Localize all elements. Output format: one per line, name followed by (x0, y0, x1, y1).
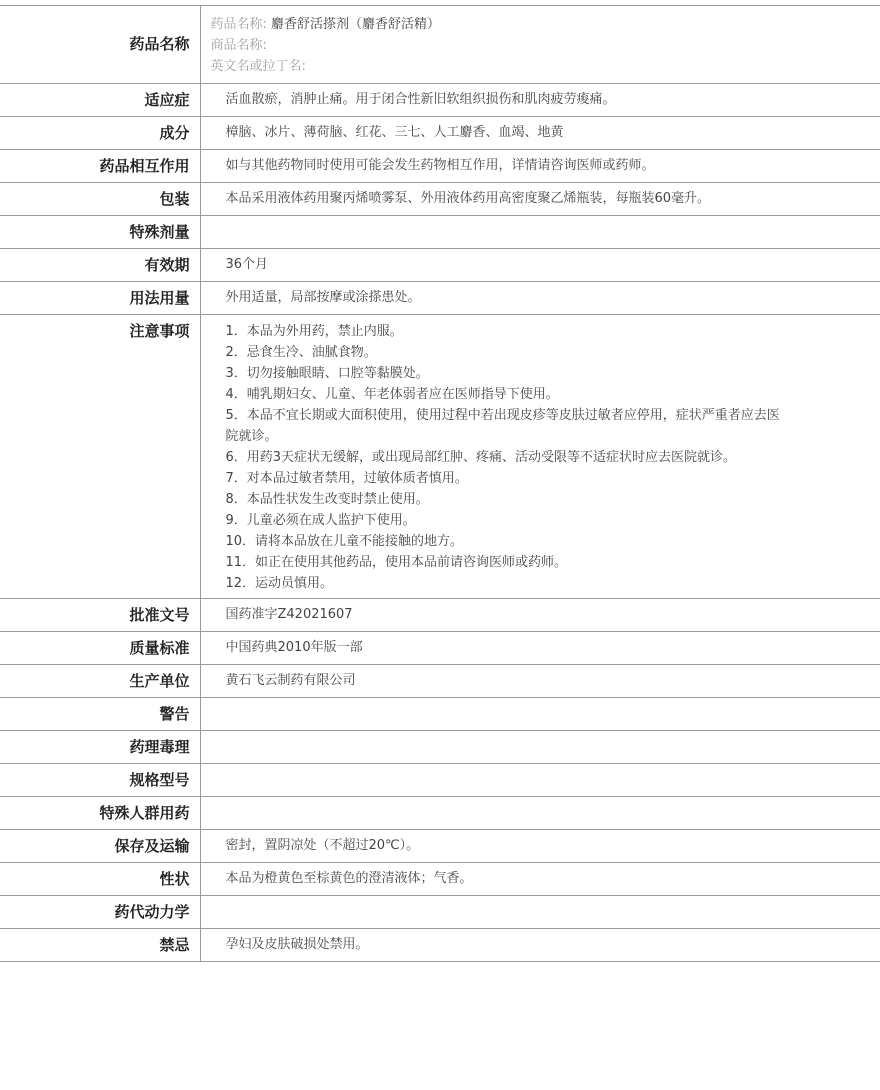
row-manufacturer (0, 665, 880, 698)
row-special-dosage (0, 216, 880, 249)
row-interactions (0, 150, 880, 183)
drug-name-cell (200, 6, 880, 84)
row-label: 质量标准 (0, 632, 200, 665)
english-name-line (211, 56, 871, 77)
row-specification (0, 764, 880, 797)
row-value: 36个月 (225, 257, 269, 272)
english-name-label: 英文名或拉丁名: (210, 59, 306, 74)
row-value: 如与其他药物同时使用可能会发生药物相互作用，详情请咨询医师或药师。 (225, 158, 655, 173)
row-label: 注意事项 (0, 315, 200, 599)
trade-name-label: 商品名称: (210, 38, 267, 53)
row-pharmacology (0, 731, 880, 764)
drug-name-row (0, 6, 880, 84)
row-label: 警告 (0, 698, 200, 731)
list-item: 9．儿童必须在成人监护下使用。 (225, 513, 416, 528)
row-label: 生产单位 (0, 665, 200, 698)
generic-name-label: 药品名称: (210, 17, 267, 32)
row-value: 黄石飞云制药有限公司 (225, 673, 356, 688)
list-item: 6．用药3天症状无缓解，或出现局部红肿、疼痛、活动受限等不适症状时应去医院就诊。 (225, 450, 737, 465)
row-dosage (0, 282, 880, 315)
row-value (200, 731, 880, 764)
row-label: 药品相互作用 (0, 150, 200, 183)
row-packaging (0, 183, 880, 216)
row-value (200, 896, 880, 929)
row-description (0, 863, 880, 896)
row-warning (0, 698, 880, 731)
row-value: 樟脑、冰片、薄荷脑、红花、三七、人工麝香、血竭、地黄 (225, 125, 564, 140)
row-value: 国药准字Z42021607 (225, 607, 353, 622)
row-label: 成分 (0, 117, 200, 150)
list-item: 10．请将本品放在儿童不能接触的地方。 (225, 534, 464, 549)
list-item: 8．本品性状发生改变时禁止使用。 (225, 492, 429, 507)
row-label: 特殊剂量 (0, 216, 200, 249)
row-value (200, 797, 880, 830)
list-item: 1．本品为外用药，禁止内服。 (225, 324, 403, 339)
row-value (200, 315, 880, 599)
generic-name-value: 麝香舒活搽剂（麝香舒活精） (271, 17, 441, 32)
row-value: 本品为橙黄色至棕黄色的澄清液体；气香。 (225, 871, 473, 886)
list-item: 2．忌食生冷、油腻食物。 (225, 345, 377, 360)
row-label: 禁忌 (0, 929, 200, 962)
list-item: 7．对本品过敏者禁用，过敏体质者慎用。 (225, 471, 468, 486)
row-approval-number (0, 599, 880, 632)
row-shelf-life (0, 249, 880, 282)
row-precautions (0, 315, 880, 599)
list-item: 12．运动员慎用。 (225, 576, 334, 591)
row-value: 活血散瘀，消肿止痛。用于闭合性新旧软组织损伤和肌肉疲劳痠痛。 (225, 92, 616, 107)
generic-name-line (211, 14, 871, 35)
row-label: 用法用量 (0, 282, 200, 315)
row-label: 药理毒理 (0, 731, 200, 764)
row-label: 规格型号 (0, 764, 200, 797)
row-pharmacokinetics (0, 896, 880, 929)
row-label: 包装 (0, 183, 200, 216)
row-contraindications (0, 929, 880, 962)
row-label: 药代动力学 (0, 896, 200, 929)
drug-name-header: 药品名称 (0, 6, 200, 84)
row-value: 外用适量，局部按摩或涂搽患处。 (225, 290, 421, 305)
row-quality-standard (0, 632, 880, 665)
list-item: 11．如正在使用其他药品，使用本品前请咨询医师或药师。 (225, 555, 568, 570)
row-value: 孕妇及皮肤破损处禁用。 (225, 937, 369, 952)
list-item: 5．本品不宜长期或大面积使用，使用过程中若出现皮疹等皮肤过敏者应停用，症状严重者应去医院就诊。 (225, 408, 780, 444)
row-value: 中国药典2010年版一部 (225, 640, 363, 655)
trade-name-line (211, 35, 871, 56)
row-value: 本品采用液体药用聚丙烯喷雾泵、外用液体药用高密度聚乙烯瓶装，每瓶装60毫升。 (225, 191, 711, 206)
drug-info-sheet (0, 5, 880, 962)
row-label: 性状 (0, 863, 200, 896)
row-indications (0, 84, 880, 117)
row-special-populations (0, 797, 880, 830)
row-label: 有效期 (0, 249, 200, 282)
row-label: 特殊人群用药 (0, 797, 200, 830)
row-label: 保存及运输 (0, 830, 200, 863)
row-storage (0, 830, 880, 863)
row-value (200, 764, 880, 797)
row-value (200, 698, 880, 731)
list-item: 3．切勿接触眼睛、口腔等黏膜处。 (225, 366, 429, 381)
drug-info-table (0, 5, 880, 962)
row-value: 密封，置阴凉处（不超过20℃）。 (225, 838, 420, 853)
list-item: 4．哺乳期妇女、儿童、年老体弱者应在医师指导下使用。 (225, 387, 559, 402)
row-label: 批准文号 (0, 599, 200, 632)
row-label: 适应症 (0, 84, 200, 117)
row-ingredients (0, 117, 880, 150)
precaution-list (226, 321, 786, 598)
row-value (200, 216, 880, 249)
